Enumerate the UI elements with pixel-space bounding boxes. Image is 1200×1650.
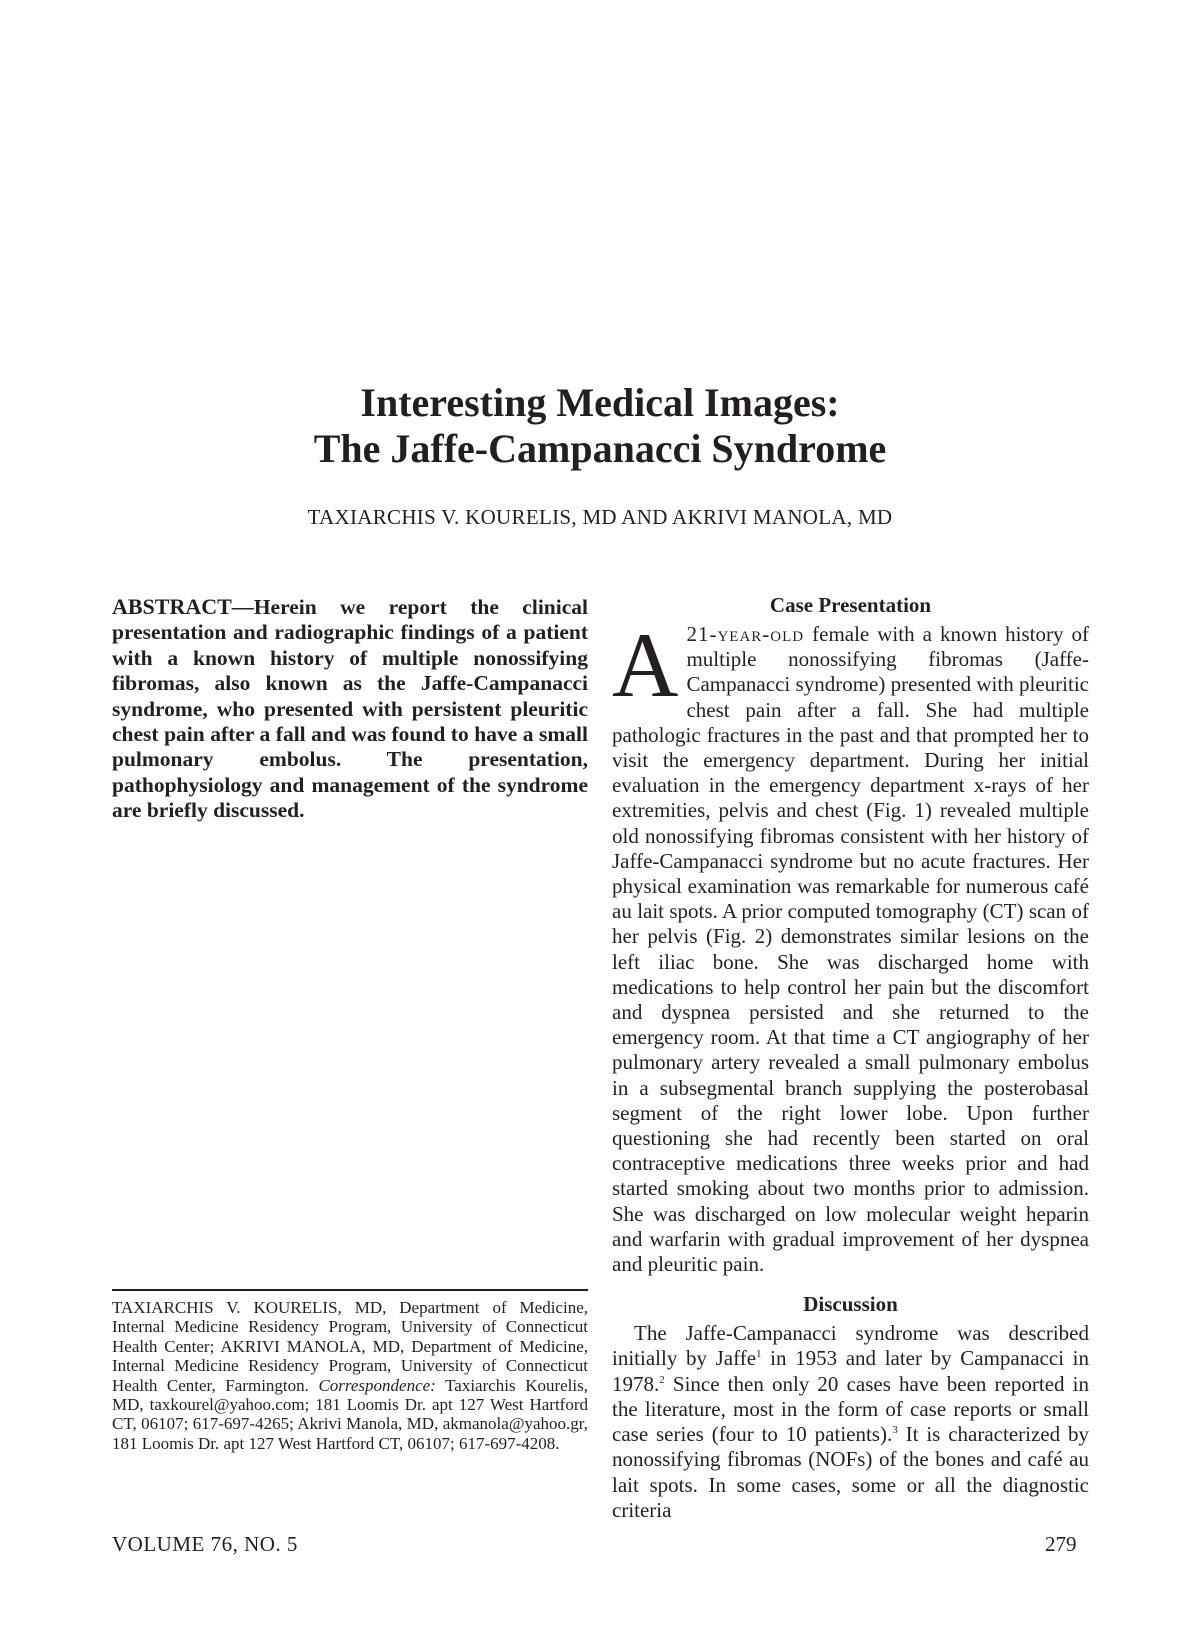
case-presentation-heading: Case Presentation bbox=[769, 593, 932, 617]
discussion-heading: Discussion bbox=[803, 1292, 898, 1317]
drop-cap: A bbox=[612, 614, 679, 716]
footnote-contacts: Taxiarchis Kourelis, MD, taxkourel@yahoo.com; 181 Loomis Dr. apt 127 West Hartford CT, 06107; 617-697-4265; Akrivi Manola, MD, akmanola@yahoo.gr, 181 Loomis Dr. apt 127 West Hartford CT, 06107; 617-697-4208. bbox=[112, 1375, 588, 1453]
discussion-text-2: in 1953 and later by Campanacci in 1978. bbox=[612, 1346, 1090, 1396]
author-affiliation-footnote bbox=[112, 1298, 588, 1453]
citation-2: 2 bbox=[659, 1373, 665, 1386]
footnote-divider bbox=[112, 1289, 588, 1291]
citation-1: 1 bbox=[756, 1348, 762, 1361]
author-line: TAXIARCHIS V. KOURELIS, MD AND AKRIVI MANOLA, MD bbox=[307, 505, 893, 529]
abstract bbox=[112, 594, 588, 824]
citation-3: 3 bbox=[892, 1424, 898, 1437]
case-opening-smallcaps: 21-year-old bbox=[686, 622, 805, 646]
discussion-text-3: Since then only 20 cases have been reported in the literature, most in the form of case reports or small case series (four to 10 patients). bbox=[612, 1371, 1089, 1447]
abstract-text: Herein we report the clinical presentation and radiographic findings of a patient with a known history of multiple nonossifying fibromas, also known as the Jaffe-Campanacci syndrome, who presented with persistent pleuritic chest pain after a fall and was found to have a small pulmonary embolus. The presentation, pathophysiology and management of the syndrome are briefly discussed. bbox=[112, 595, 588, 823]
footnote-correspondence-label: Correspondence: bbox=[318, 1375, 436, 1395]
journal-volume: VOLUME 76, NO. 5 bbox=[112, 1532, 298, 1556]
page-number: 279 bbox=[1045, 1532, 1077, 1556]
title-line-1: Interesting Medical Images: bbox=[360, 380, 840, 425]
title-line-2: The Jaffe-Campanacci Syndrome bbox=[313, 426, 887, 471]
footnote-affiliations: TAXIARCHIS V. KOURELIS, MD, Department of Medicine, Internal Medicine Residency Program, University of Connecticut Health Center; AKRIVI MANOLA, MD, Department of Medicine, Internal Medicine Residency Program, University of Connecticut Health Center, Farmington. bbox=[112, 1298, 588, 1395]
case-presentation-text bbox=[612, 614, 1089, 1277]
discussion-text-4: It is characterized by nonossifying fibromas (NOFs) of the bones and café au lait spots. In some cases, some or all the diagnostic criteria bbox=[612, 1422, 1089, 1522]
discussion-text bbox=[612, 1321, 1089, 1523]
discussion-text-1: The Jaffe-Campanacci syndrome was described initially by Jaffe bbox=[612, 1321, 1089, 1371]
right-column bbox=[612, 592, 1089, 1523]
case-body: female with a known history of multiple nonossifying fibromas (Jaffe-Campanacci syndrome) presented with pleuritic chest pain after a fall. She had multiple pathologic fractures in the past and that prompted her to visit the emergency department. During her initial evaluation in the emergency department x-rays of her extremities, pelvis and chest (Fig. 1) revealed multiple old nonossifying fibromas consistent with her history of Jaffe-Campanacci syndrome but no acute fractures. Her physical examination was remarkable for numerous café au lait spots. A prior computed tomography (CT) scan of her pelvis (Fig. 2) demonstrates similar lesions on the left iliac bone. She was discharged home with medications to help control her pain but the discomfort and dyspnea persisted and she returned to the emergency room. At that time a CT angiography of her pulmonary artery revealed a small pulmonary embolus in a subsegmental branch supplying the posterobasal segment of the right lower lobe. Upon further questioning she had recently been started on oral contraceptive medications three weeks prior and had started smoking about two months prior to admission. She was discharged on low molecular weight heparin and warfarin with gradual improvement of her dyspnea and pleuritic pain. bbox=[612, 622, 1089, 1277]
abstract-label: ABSTRACT— bbox=[112, 594, 254, 619]
article-title bbox=[0, 380, 1200, 472]
